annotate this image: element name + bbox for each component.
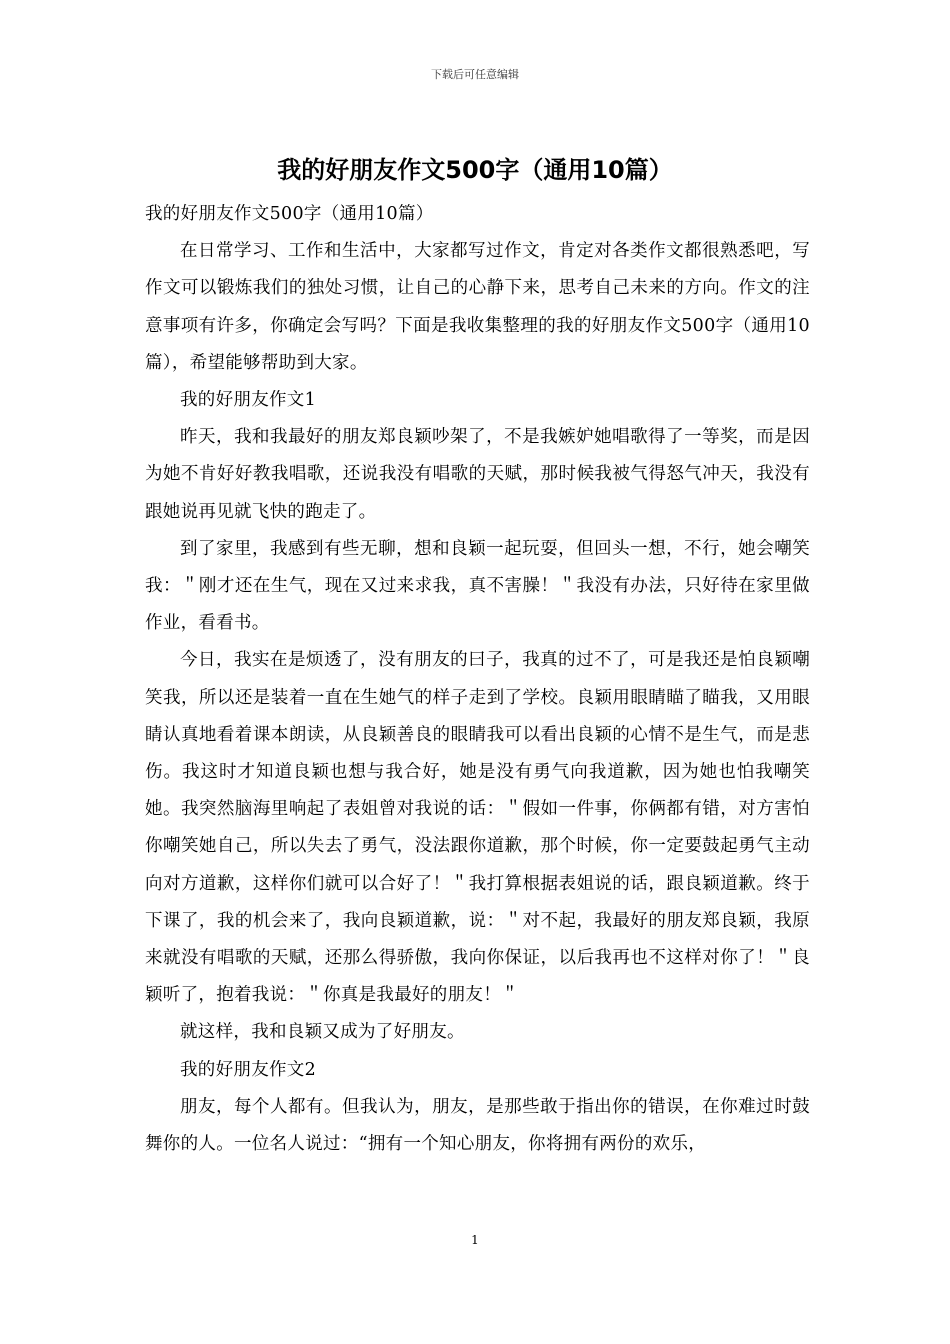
paragraph: 今日，我实在是烦透了，没有朋友的曰子，我真的过不了，可是我还是怕良颖嘲笑我，所以还是装着一直在生她气的样子走到了学校。良颖用眼睛瞄了瞄我，又用眼睛认真地看着课本朗读，从良颖善良的眼睛我可以看出良颖的心情不是生气，而是悲伤。我这时才知道良颖也想与我合好，她是没有勇气向我道歉，因为她也怕我嘲笑她。我突然脑海里响起了表姐曾对我说的话：＂假如一件事，你俩都有错，对方害怕你嘲笑她自己，所以失去了勇气，没法跟你道歉，那个时候，你一定要鼓起勇气主动向对方道歉，这样你们就可以合好了！＂我打算根据表姐说的话，跟良颖道歉。终于下课了，我的机会来了，我向良颖道歉，说：＂对不起，我最好的朋友郑良颖，我原来就没有唱歌的天赋，还那么得骄傲，我向你保证，以后我再也不这样对你了！＂良颖听了，抱着我说：＂你真是我最好的朋友！＂	[145, 650, 810, 1006]
paragraph: 就这样，我和良颖又成为了好朋友。	[180, 1022, 465, 1043]
paragraph: 我的好朋友作文500字（通用10篇）	[145, 204, 434, 224]
paragraph: 昨天，我和我最好的朋友郑良颖吵架了，不是我嫉妒她唱歌得了一等奖，而是因为她不肯好好教我唱歌，还说我没有唱歌的天赋，那时候我被气得怒气冲天，我没有跟她说再见就飞快的跑走了。	[145, 427, 810, 522]
document-body	[145, 196, 810, 1163]
paragraph: 到了家里，我感到有些无聊，想和良颖一起玩耍，但回头一想，不行，她会嘲笑我：＂刚才还在生气，现在又过来求我，真不害臊！＂我没有办法，只好待在家里做作业，看看书。	[145, 538, 810, 634]
paragraph: 朋友，每个人都有。但我认为，朋友，是那些敢于指出你的错误，在你难过时鼓舞你的人。一位名人说过：“拥有一个知心朋友，你将拥有两份的欢乐，	[145, 1096, 810, 1155]
header-note: 下载后可任意编辑	[431, 68, 519, 81]
document-title: 我的好朋友作文500字（通用10篇）	[277, 156, 673, 184]
section-heading: 我的好朋友作文1	[180, 390, 317, 411]
paragraph: 在日常学习、工作和生活中，大家都写过作文，肯定对各类作文都很熟悉吧，写作文可以锻炼我们的独处习惯，让自己的心静下来，思考自己未来的方向。作文的注意事项有许多，你确定会写吗？下面是我收集整理的我的好朋友作文500字（通用10篇），希望能够帮助到大家。	[145, 241, 810, 373]
page-number: 1	[471, 1233, 479, 1247]
section-heading: 我的好朋友作文2	[180, 1059, 317, 1080]
